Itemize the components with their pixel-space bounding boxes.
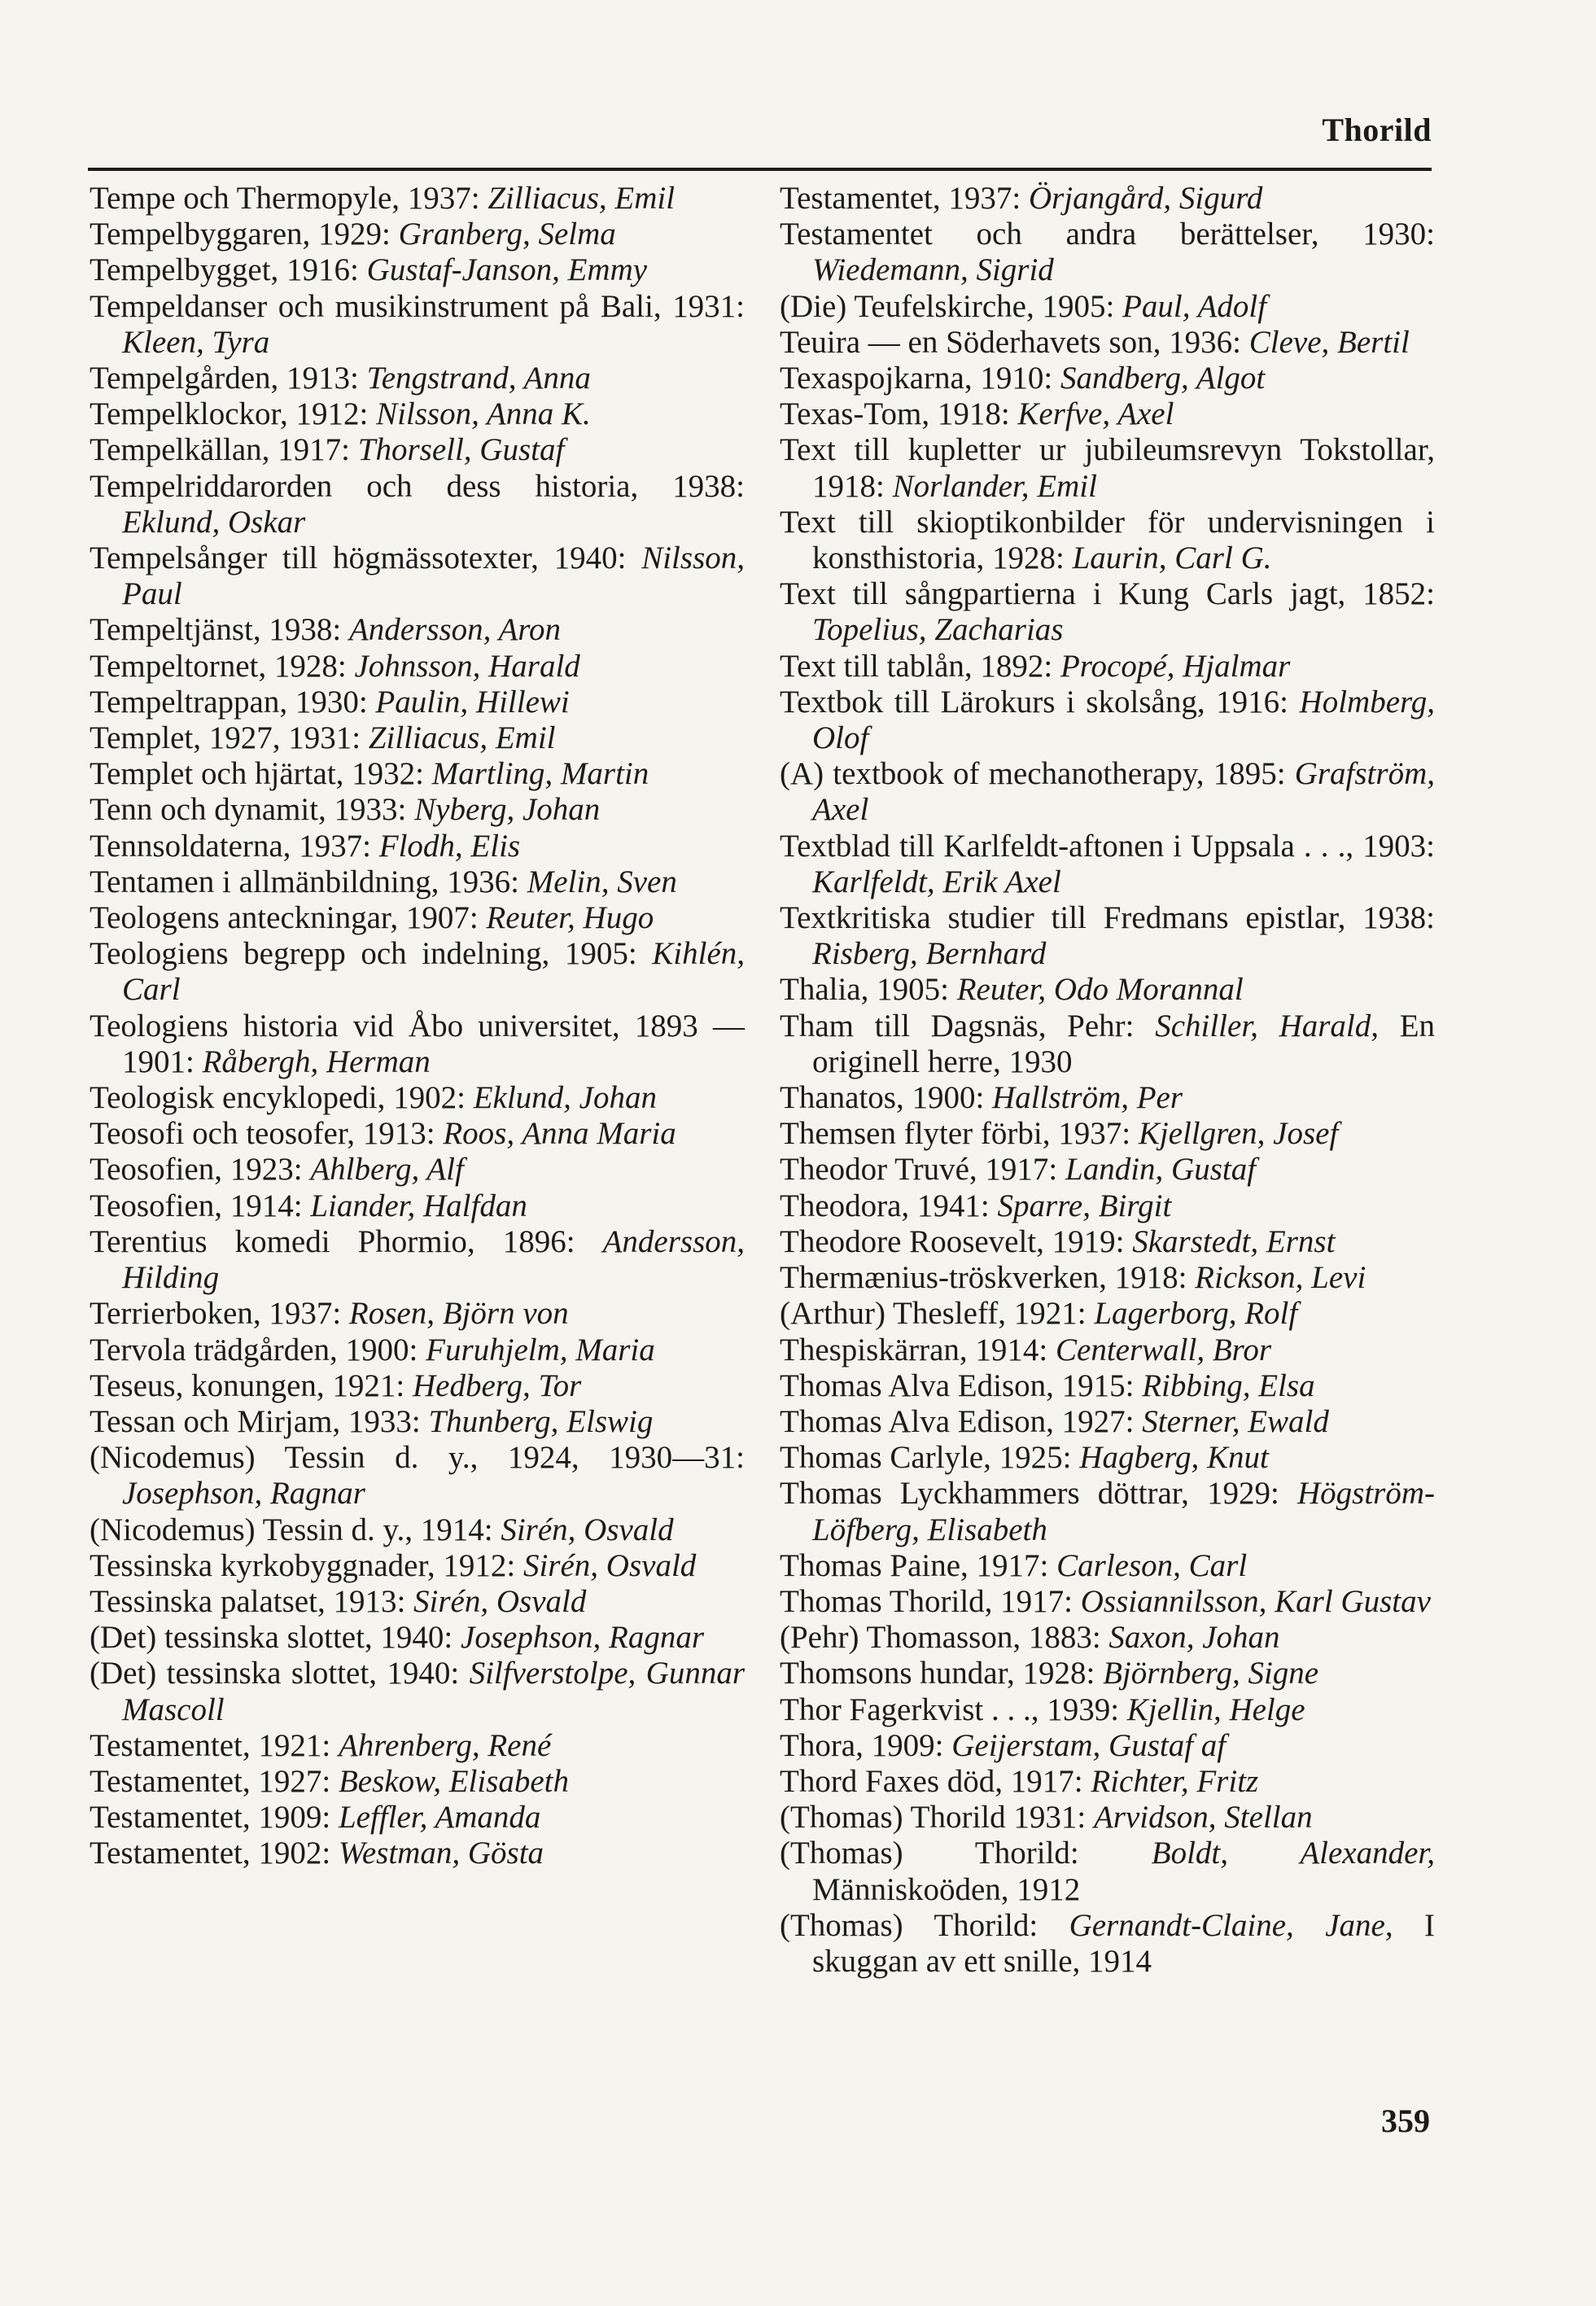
page-number: 359 bbox=[1381, 2103, 1430, 2139]
entry-author: Cleve, Bertil bbox=[1248, 324, 1410, 360]
entry-title: Testamentet och andra berättelser, 1930: bbox=[780, 217, 1435, 252]
index-entry bbox=[90, 289, 745, 361]
index-entry bbox=[90, 1009, 745, 1080]
entry-author: Beskow, Elisabeth bbox=[338, 1763, 570, 1799]
entry-author: Sterner, Ewald bbox=[1142, 1403, 1329, 1439]
entry-title: Tempeldanser och musikinstrument på Bali, 1931: bbox=[90, 288, 745, 324]
entry-title: Tempelriddarorden och dess historia, 1938: bbox=[90, 468, 745, 504]
index-entry bbox=[90, 829, 745, 864]
entry-title: Teosofien, 1923: bbox=[90, 1152, 303, 1188]
entry-author: Leffler, Amanda bbox=[338, 1800, 541, 1836]
entry-author: Holmberg, Olof bbox=[812, 684, 1436, 756]
entry-author: Reuter, Odo Morannal bbox=[956, 972, 1244, 1008]
entry-author: Andersson, Aron bbox=[348, 612, 561, 648]
entry-author: Ribbing, Elsa bbox=[1142, 1367, 1315, 1403]
index-entry bbox=[780, 1080, 1435, 1116]
header-rule bbox=[88, 168, 1432, 171]
entry-author: Kerfve, Axel bbox=[1017, 396, 1174, 432]
index-entry bbox=[90, 469, 745, 540]
entry-title: Tenn och dynamit, 1933: bbox=[90, 792, 407, 828]
entry-title: Teologiens historia vid Åbo universitet, 1893 —1901: bbox=[90, 1008, 745, 1079]
index-entry bbox=[90, 1836, 745, 1871]
index-entry bbox=[780, 649, 1435, 685]
entry-author: Ahrenberg, René bbox=[338, 1727, 552, 1763]
index-entry bbox=[780, 396, 1435, 432]
index-entry bbox=[90, 1152, 745, 1188]
entry-author: Gustaf-Janson, Emmy bbox=[366, 252, 648, 288]
entry-title: Tham till Dagsnäs, Pehr: bbox=[780, 1008, 1135, 1044]
entry-title: Tempeltjänst, 1938: bbox=[90, 612, 342, 648]
index-entry bbox=[780, 1800, 1435, 1836]
index-entry bbox=[780, 1620, 1435, 1656]
entry-title: Tempe och Thermopyle, 1937: bbox=[90, 181, 480, 216]
entry-author: Karlfeldt, Erik Axel bbox=[812, 864, 1061, 899]
entry-title: Thomas Paine, 1917: bbox=[780, 1547, 1049, 1583]
entry-author: Sirén, Osvald bbox=[413, 1583, 587, 1619]
index-entry bbox=[780, 181, 1435, 217]
entry-author: Kjellgren, Josef bbox=[1138, 1116, 1339, 1152]
entry-title: Testamentet, 1921: bbox=[90, 1727, 331, 1763]
entry-title: Terentius komedi Phormio, 1896: bbox=[90, 1223, 575, 1259]
index-entry bbox=[90, 1224, 745, 1296]
index-entry bbox=[780, 1764, 1435, 1800]
entry-title: Testamentet, 1902: bbox=[90, 1836, 331, 1871]
entry-title: Text till sångpartierna i Kung Carls jagt, 1852: bbox=[780, 576, 1435, 612]
entry-author: Norlander, Emil bbox=[892, 468, 1097, 504]
entry-author: Örjangård, Sigurd bbox=[1028, 181, 1263, 216]
entry-title: Tessan och Mirjam, 1933: bbox=[90, 1403, 421, 1439]
entry-author: Granberg, Selma bbox=[398, 217, 616, 252]
entry-author: Nyberg, Johan bbox=[414, 792, 601, 828]
index-entry bbox=[780, 289, 1435, 325]
entry-author: Zilliacus, Emil bbox=[368, 720, 556, 756]
entry-title: Themsen flyter förbi, 1937: bbox=[780, 1116, 1131, 1152]
index-entry bbox=[780, 1260, 1435, 1296]
entry-title: (Nicodemus) Tessin d. y., 1924, 1930—31: bbox=[90, 1440, 745, 1476]
entry-author: Flodh, Elis bbox=[378, 828, 521, 864]
entry-suffix: En originell herre, 1930 bbox=[812, 1008, 1436, 1079]
entry-author: Liander, Halfdan bbox=[310, 1188, 527, 1223]
index-entry bbox=[90, 1620, 745, 1656]
entry-title: Thermænius-tröskverken, 1918: bbox=[780, 1260, 1187, 1296]
entry-title: Thor Fagerkvist . . ., 1939: bbox=[780, 1691, 1120, 1727]
entry-title: (Die) Teufelskirche, 1905: bbox=[780, 288, 1115, 324]
index-entry bbox=[780, 1116, 1435, 1152]
entry-title: Thanatos, 1900: bbox=[780, 1080, 985, 1116]
index-entry bbox=[780, 972, 1435, 1008]
index-entry bbox=[780, 1584, 1435, 1620]
entry-author: Thunberg, Elswig bbox=[428, 1403, 654, 1439]
entry-author: Landin, Gustaf bbox=[1065, 1152, 1257, 1188]
entry-title: Textbok till Lärokurs i skolsång, 1916: bbox=[780, 684, 1288, 720]
entry-author: Josephson, Ragnar bbox=[461, 1620, 705, 1656]
index-entry bbox=[780, 505, 1435, 576]
entry-title: Testamentet, 1937: bbox=[780, 181, 1021, 216]
entry-title: Tempelgården, 1913: bbox=[90, 361, 359, 396]
index-entry bbox=[90, 649, 745, 685]
entry-title: Tempelbygget, 1916: bbox=[90, 252, 359, 288]
entry-author: Kihlén, Carl bbox=[122, 936, 746, 1008]
index-entry bbox=[780, 1476, 1435, 1547]
index-entry bbox=[780, 361, 1435, 396]
entry-title: Teseus, konungen, 1921: bbox=[90, 1367, 405, 1403]
entry-title: Templet och hjärtat, 1932: bbox=[90, 756, 424, 792]
entry-author: Zilliacus, Emil bbox=[488, 181, 676, 216]
entry-title: (Thomas) Thorild: bbox=[780, 1836, 1079, 1871]
index-entry bbox=[780, 217, 1435, 288]
entry-title: Thomas Alva Edison, 1915: bbox=[780, 1367, 1135, 1403]
entry-author: Boldt, Alexander, bbox=[1151, 1836, 1436, 1871]
index-entry bbox=[780, 1152, 1435, 1188]
index-entry bbox=[90, 396, 745, 432]
index-entry bbox=[780, 1224, 1435, 1260]
entry-author: Melin, Sven bbox=[527, 864, 677, 899]
entry-author: Centerwall, Bror bbox=[1056, 1332, 1272, 1367]
entry-author: Arvidson, Stellan bbox=[1093, 1800, 1313, 1836]
index-entry bbox=[90, 1188, 745, 1224]
index-entry bbox=[780, 1836, 1435, 1907]
entry-author: Richter, Fritz bbox=[1091, 1763, 1259, 1799]
entry-suffix: Människoöden, 1912 bbox=[812, 1871, 1081, 1907]
entry-title: Testamentet, 1927: bbox=[90, 1763, 331, 1799]
index-entry bbox=[780, 1332, 1435, 1368]
index-entry bbox=[780, 756, 1435, 828]
entry-author: Laurin, Carl G. bbox=[1072, 540, 1272, 576]
index-entry bbox=[90, 217, 745, 252]
index-entry bbox=[780, 325, 1435, 361]
left-column bbox=[90, 181, 745, 1872]
index-entry bbox=[780, 1908, 1435, 1980]
entry-author: Topelius, Zacharias bbox=[812, 612, 1064, 648]
entry-title: (Det) tessinska slottet, 1940: bbox=[90, 1620, 453, 1656]
entry-title: Tempeltrappan, 1930: bbox=[90, 684, 368, 720]
entry-title: Tessinska palatset, 1913: bbox=[90, 1583, 406, 1619]
entry-author: Eklund, Oskar bbox=[122, 504, 306, 540]
index-entry bbox=[90, 1404, 745, 1440]
entry-title: Theodore Roosevelt, 1919: bbox=[780, 1223, 1125, 1259]
index-entry bbox=[90, 936, 745, 1008]
entry-suffix: I skuggan av ett snille, 1914 bbox=[812, 1907, 1436, 1979]
index-entry bbox=[90, 1584, 745, 1620]
entry-title: Theodora, 1941: bbox=[780, 1188, 990, 1223]
entry-title: Thespiskärran, 1914: bbox=[780, 1332, 1048, 1367]
entry-author: Risberg, Bernhard bbox=[812, 936, 1047, 972]
index-entry bbox=[90, 1368, 745, 1404]
entry-title: Tempelbyggaren, 1929: bbox=[90, 217, 391, 252]
entry-title: Thord Faxes död, 1917: bbox=[780, 1763, 1083, 1799]
index-entry bbox=[90, 540, 745, 612]
index-entry bbox=[780, 900, 1435, 972]
entry-author: Westman, Gösta bbox=[338, 1836, 544, 1871]
entry-author: Kjellin, Helge bbox=[1126, 1691, 1305, 1727]
entry-title: Thalia, 1905: bbox=[780, 972, 949, 1008]
index-entry bbox=[780, 432, 1435, 504]
entry-author: Ossiannilsson, Karl Gustav bbox=[1080, 1583, 1431, 1619]
entry-title: (Det) tessinska slottet, 1940: bbox=[90, 1656, 460, 1691]
entry-author: Paulin, Hillewi bbox=[375, 684, 570, 720]
index-entry bbox=[90, 612, 745, 648]
entry-author: Tengstrand, Anna bbox=[366, 361, 591, 396]
entry-title: Thomas Alva Edison, 1927: bbox=[780, 1403, 1135, 1439]
entry-title: Text till tablån, 1892: bbox=[780, 648, 1053, 684]
index-entry bbox=[780, 1440, 1435, 1476]
entry-author: Lagerborg, Rolf bbox=[1094, 1296, 1298, 1332]
entry-author: Kleen, Tyra bbox=[122, 324, 270, 360]
entry-title: Textkritiska studier till Fredmans epistlar, 1938: bbox=[780, 900, 1435, 936]
entry-title: Tempelkällan, 1917: bbox=[90, 432, 351, 468]
entry-author: Eklund, Johan bbox=[473, 1080, 657, 1116]
entry-author: Sirén, Osvald bbox=[501, 1512, 674, 1547]
index-entry bbox=[90, 252, 745, 288]
entry-title: Thora, 1909: bbox=[780, 1727, 944, 1763]
entry-title: Texas-Tom, 1918: bbox=[780, 396, 1010, 432]
entry-title: Teosofien, 1914: bbox=[90, 1188, 303, 1223]
entry-author: Furuhjelm, Maria bbox=[426, 1332, 655, 1367]
entry-author: Gernandt-Claine, Jane, bbox=[1069, 1907, 1393, 1943]
index-entry bbox=[90, 1080, 745, 1116]
entry-author: Johnsson, Harald bbox=[354, 648, 580, 684]
index-entry bbox=[780, 829, 1435, 900]
entry-author: Rosen, Björn von bbox=[348, 1296, 569, 1332]
entry-title: Thomsons hundar, 1928: bbox=[780, 1656, 1095, 1691]
entry-author: Wiedemann, Sigrid bbox=[812, 252, 1054, 288]
entry-title: Teuira — en Söderhavets son, 1936: bbox=[780, 324, 1241, 360]
entry-author: Råbergh, Herman bbox=[202, 1044, 431, 1079]
entry-author: Procopé, Hjalmar bbox=[1060, 648, 1291, 684]
index-entry bbox=[780, 1728, 1435, 1764]
entry-title: (Thomas) Thorild: bbox=[780, 1907, 1038, 1943]
entry-author: Hagberg, Knut bbox=[1079, 1440, 1269, 1476]
entry-title: (Nicodemus) Tessin d. y., 1914: bbox=[90, 1512, 493, 1547]
entry-author: Skarstedt, Ernst bbox=[1132, 1223, 1336, 1259]
entry-author: Sandberg, Algot bbox=[1060, 361, 1266, 396]
entry-author: Schiller, Harald, bbox=[1155, 1008, 1380, 1044]
entry-title: Teologens anteckningar, 1907: bbox=[90, 900, 479, 936]
entry-author: Martling, Martin bbox=[431, 756, 649, 792]
entry-title: Text till skioptikonbilder för undervisningen i konsthistoria, 1928: bbox=[780, 504, 1435, 576]
entry-title: Tentamen i allmänbildning, 1936: bbox=[90, 864, 520, 899]
entry-title: Teologisk encyklopedi, 1902: bbox=[90, 1080, 466, 1116]
entry-title: Text till kupletter ur jubileumsrevyn Tokstollar, 1918: bbox=[780, 432, 1435, 504]
index-entry bbox=[780, 1404, 1435, 1440]
entry-title: Tervola trädgården, 1900: bbox=[90, 1332, 418, 1367]
entry-title: (Pehr) Thomasson, 1883: bbox=[780, 1620, 1101, 1656]
entry-author: Reuter, Hugo bbox=[486, 900, 654, 936]
entry-author: Högström-Löfberg, Elisabeth bbox=[812, 1476, 1436, 1547]
index-entry bbox=[90, 1548, 745, 1584]
entry-author: Geijerstam, Gustaf af bbox=[951, 1727, 1227, 1763]
index-entry bbox=[780, 1296, 1435, 1332]
entry-title: Tessinska kyrkobyggnader, 1912: bbox=[90, 1547, 516, 1583]
entry-title: Testamentet, 1909: bbox=[90, 1800, 331, 1836]
entry-author: Carleson, Carl bbox=[1056, 1547, 1248, 1583]
index-entry bbox=[90, 1296, 745, 1332]
index-entry bbox=[780, 576, 1435, 648]
entry-author: Hedberg, Tor bbox=[412, 1367, 582, 1403]
index-entry bbox=[780, 1188, 1435, 1224]
entry-author: Roos, Anna Maria bbox=[443, 1116, 676, 1152]
index-entry bbox=[90, 1728, 745, 1764]
index-entry bbox=[90, 432, 745, 468]
index-entry bbox=[90, 1440, 745, 1512]
entry-title: Tennsoldaterna, 1937: bbox=[90, 828, 372, 864]
entry-title: Theodor Truvé, 1917: bbox=[780, 1152, 1058, 1188]
entry-author: Grafström, Axel bbox=[812, 756, 1435, 828]
entry-title: (A) textbook of mechanotherapy, 1895: bbox=[780, 756, 1286, 792]
entry-author: Sirén, Osvald bbox=[523, 1547, 697, 1583]
entry-title: Teosofi och teosofer, 1913: bbox=[90, 1116, 435, 1152]
index-entry bbox=[90, 361, 745, 396]
index-entry bbox=[90, 1764, 745, 1800]
entry-author: Rickson, Levi bbox=[1195, 1260, 1366, 1296]
entry-title: Textblad till Karlfeldt-aftonen i Uppsala . . ., 1903: bbox=[780, 828, 1435, 864]
entry-author: Ahlberg, Alf bbox=[310, 1152, 464, 1188]
entry-author: Thorsell, Gustaf bbox=[357, 432, 565, 468]
entry-author: Saxon, Johan bbox=[1108, 1620, 1280, 1656]
entry-title: Templet, 1927, 1931: bbox=[90, 720, 361, 756]
entry-author: Silfverstolpe, Gunnar Mascoll bbox=[122, 1656, 745, 1727]
index-entry bbox=[780, 1368, 1435, 1404]
entry-author: Paul, Adolf bbox=[1122, 288, 1267, 324]
index-entry bbox=[90, 864, 745, 900]
index-entry bbox=[90, 1512, 745, 1548]
index-entry bbox=[780, 1548, 1435, 1584]
entry-author: Andersson, Hilding bbox=[122, 1223, 745, 1296]
entry-author: Hallström, Per bbox=[992, 1080, 1183, 1116]
entry-title: Terrierboken, 1937: bbox=[90, 1296, 342, 1332]
entry-author: Björnberg, Signe bbox=[1103, 1656, 1319, 1691]
entry-title: Tempelklockor, 1912: bbox=[90, 396, 369, 432]
index-entry bbox=[90, 1800, 745, 1836]
index-entry bbox=[780, 1692, 1435, 1728]
index-entry bbox=[90, 1656, 745, 1727]
entry-title: (Arthur) Thesleff, 1921: bbox=[780, 1296, 1087, 1332]
index-entry bbox=[90, 685, 745, 720]
right-column bbox=[780, 181, 1435, 1980]
index-entry bbox=[90, 792, 745, 828]
entry-author: Sparre, Birgit bbox=[997, 1188, 1172, 1223]
index-entry bbox=[90, 181, 745, 217]
entry-title: Thomas Carlyle, 1925: bbox=[780, 1440, 1072, 1476]
index-entry bbox=[90, 900, 745, 936]
index-entry bbox=[90, 756, 745, 792]
running-head: Thorild bbox=[1322, 112, 1432, 148]
index-entry bbox=[780, 1656, 1435, 1691]
index-entry bbox=[780, 1009, 1435, 1080]
entry-title: Thomas Lyckhammers döttrar, 1929: bbox=[780, 1476, 1279, 1512]
index-entry bbox=[90, 1116, 745, 1152]
index-entry bbox=[780, 685, 1435, 756]
entry-title: (Thomas) Thorild 1931: bbox=[780, 1800, 1087, 1836]
entry-title: Thomas Thorild, 1917: bbox=[780, 1583, 1073, 1619]
entry-title: Teologiens begrepp och indelning, 1905: bbox=[90, 936, 637, 972]
entry-title: Tempeltornet, 1928: bbox=[90, 648, 347, 684]
entry-author: Nilsson, Anna K. bbox=[376, 396, 591, 432]
entry-title: Tempelsånger till högmässotexter, 1940: bbox=[90, 540, 627, 576]
entry-title: Texaspojkarna, 1910: bbox=[780, 361, 1053, 396]
entry-author: Josephson, Ragnar bbox=[122, 1476, 365, 1512]
index-entry bbox=[90, 1332, 745, 1368]
index-entry bbox=[90, 720, 745, 756]
entry-author: Nilsson, Paul bbox=[122, 540, 745, 612]
